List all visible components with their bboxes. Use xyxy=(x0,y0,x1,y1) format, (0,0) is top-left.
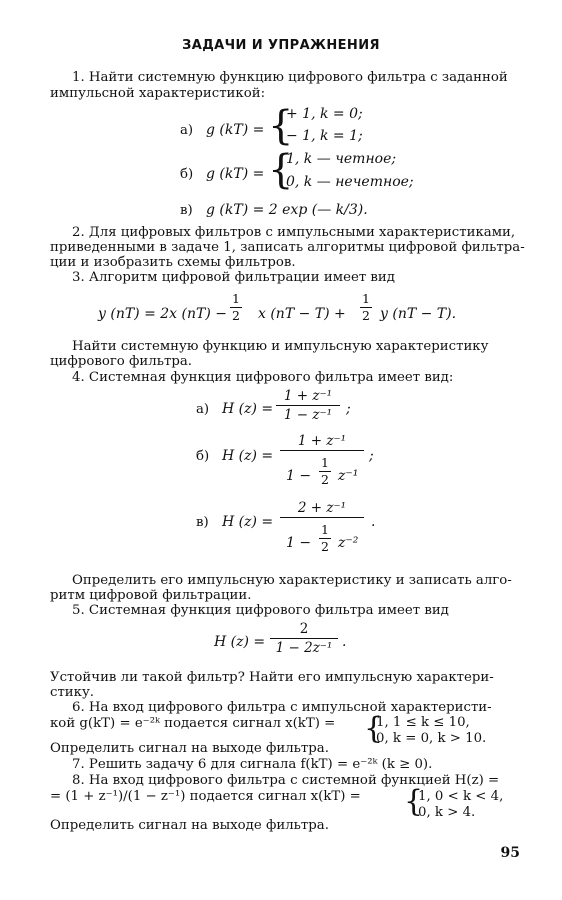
fraction-bar xyxy=(280,517,364,518)
problem-8-case-2: 0, k > 4. xyxy=(418,805,476,820)
problem-1b-case-2: 0, k — нечетное; xyxy=(286,174,414,190)
problem-1a-lhs: g (kT) = xyxy=(206,122,265,138)
page-number: 95 xyxy=(500,845,520,861)
problem-4c-label: в) xyxy=(196,515,209,530)
problem-4a-lhs: H (z) = xyxy=(222,401,274,417)
fraction-numerator: 1 xyxy=(321,522,329,537)
problem-4b-label: б) xyxy=(196,449,210,464)
problem-8-line-3: Определить сигнал на выходе фильтра. xyxy=(50,818,329,833)
problem-3-equation-part-2: x (nT − T) + xyxy=(258,306,346,322)
problem-5-after-line-2: стику. xyxy=(50,685,95,700)
problem-8-line-1: 8. На вход цифрового фильтра с системной функцией H(z) = xyxy=(72,773,500,788)
problem-1-line-1: 1. Найти системную функцию цифрового фильтра с заданной xyxy=(72,70,508,85)
problem-1a-label: а) xyxy=(180,123,194,138)
section-heading: ЗАДАЧИ И УПРАЖНЕНИЯ xyxy=(182,38,380,53)
problem-5-end: . xyxy=(342,634,347,650)
problem-5-fraction xyxy=(270,621,338,656)
problem-3-fraction-1 xyxy=(230,292,242,323)
problem-4-after-line-2: ритм цифровой фильтрации. xyxy=(50,588,252,603)
problem-3-line-1: 3. Алгоритм цифровой фильтрации имеет вид xyxy=(72,270,395,285)
problem-4c-denominator-end: z⁻² xyxy=(338,535,359,551)
problem-1b-case-1: 1, k — четное; xyxy=(286,151,397,167)
problem-1a-brace: { xyxy=(268,103,294,149)
problem-3-fraction-2 xyxy=(360,292,372,323)
problem-6-line-2: кой g(kT) = e⁻²ᵏ подается сигнал x(kT) = xyxy=(50,716,336,731)
problem-5-line-1: 5. Системная функция цифрового фильтра имеет вид xyxy=(72,603,449,618)
problem-1b-brace: { xyxy=(268,147,294,193)
problem-3-equation-part-1: y (nT) = 2x (nT) − xyxy=(98,306,227,322)
problem-4a-fraction xyxy=(276,388,340,423)
fraction-numerator: 1 xyxy=(362,291,370,306)
fraction-bar xyxy=(276,405,340,406)
problem-2-line-2: приведенными в задаче 1, записать алгоритмы цифровой фильтра- xyxy=(50,240,525,255)
problem-4c-lhs: H (z) = xyxy=(222,514,274,530)
problem-4c-denominator-start: 1 − xyxy=(286,535,312,551)
problem-6-case-1: 1, 1 ≤ k ≤ 10, xyxy=(376,715,470,730)
fraction-numerator: 1 xyxy=(321,455,329,470)
problem-2-line-3: ции и изобразить схемы фильтров. xyxy=(50,255,296,270)
problem-4b-end: ; xyxy=(369,448,374,464)
problem-4a-end: ; xyxy=(346,401,351,417)
problem-8-line-2: = (1 + z⁻¹)/(1 − z⁻¹) подается сигнал x(kT) = xyxy=(50,789,361,804)
problem-4b-denominator-end: z⁻¹ xyxy=(338,468,359,484)
problem-6-line-1: 6. На вход цифрового фильтра с импульсной характеристи- xyxy=(72,700,492,715)
problem-4b-denominator-start: 1 − xyxy=(286,468,312,484)
problem-4b-half xyxy=(319,456,331,487)
problem-3-equation-part-3: y (nT − T). xyxy=(380,306,457,322)
problem-4-after-line-1: Определить его импульсную характеристику и записать алго- xyxy=(72,573,512,588)
problem-8-brace: { xyxy=(404,784,424,819)
problem-1b-lhs: g (kT) = xyxy=(206,166,265,182)
problem-1a-case-1: + 1, k = 0; xyxy=(286,106,363,122)
fraction-numerator: 1 + z⁻¹ xyxy=(283,388,333,404)
fraction-denominator: 2 xyxy=(321,539,329,554)
problem-4c-end: . xyxy=(371,514,376,530)
problem-4a-label: а) xyxy=(196,402,210,417)
fraction-denominator: 2 xyxy=(362,308,370,323)
fraction-numerator: 2 + z⁻¹ xyxy=(297,500,347,516)
problem-6-case-2: 0, k = 0, k > 10. xyxy=(376,731,487,746)
problem-4-line-1: 4. Системная функция цифрового фильтра имеет вид: xyxy=(72,370,454,385)
fraction-denominator: 2 xyxy=(232,308,240,323)
problem-5-after-line-1: Устойчив ли такой фильтр? Найти его импульсную характери- xyxy=(50,670,494,685)
problem-4c-half xyxy=(319,523,331,554)
problem-3-after-line-2: цифрового фильтра. xyxy=(50,354,193,369)
fraction-numerator: 1 + z⁻¹ xyxy=(297,433,347,449)
problem-1c-label: в) xyxy=(180,203,193,218)
problem-1c-expression: g (kT) = 2 exp (— k/3). xyxy=(206,202,368,218)
problem-6-brace: { xyxy=(364,711,384,746)
problem-7-line-1: 7. Решить задачу 6 для сигнала f(kT) = e⁻²ᵏ (k ≥ 0). xyxy=(72,757,433,772)
fraction-numerator: 1 xyxy=(232,291,240,306)
problem-4b-lhs: H (z) = xyxy=(222,448,274,464)
fraction-numerator: 2 xyxy=(299,621,309,637)
fraction-denominator: 1 − z⁻¹ xyxy=(283,407,333,423)
problem-1b-label: б) xyxy=(180,167,194,182)
fraction-bar xyxy=(280,450,364,451)
problem-4c-fraction xyxy=(280,500,364,519)
problem-2-line-1: 2. Для цифровых фильтров с импульсными характеристиками, xyxy=(72,225,516,240)
problem-6-line-3: Определить сигнал на выходе фильтра. xyxy=(50,741,329,756)
problem-1a-case-2: − 1, k = 1; xyxy=(286,128,363,144)
fraction-denominator: 1 − 2z⁻¹ xyxy=(275,640,333,656)
fraction-bar xyxy=(270,638,338,639)
problem-5-lhs: H (z) = xyxy=(214,634,266,650)
problem-8-case-1: 1, 0 < k < 4, xyxy=(418,789,504,804)
fraction-denominator: 2 xyxy=(321,472,329,487)
problem-3-after-line-1: Найти системную функцию и импульсную характеристику xyxy=(72,339,489,354)
problem-1-line-2: импульсной характеристикой: xyxy=(50,86,266,101)
problem-4b-fraction xyxy=(280,433,364,452)
